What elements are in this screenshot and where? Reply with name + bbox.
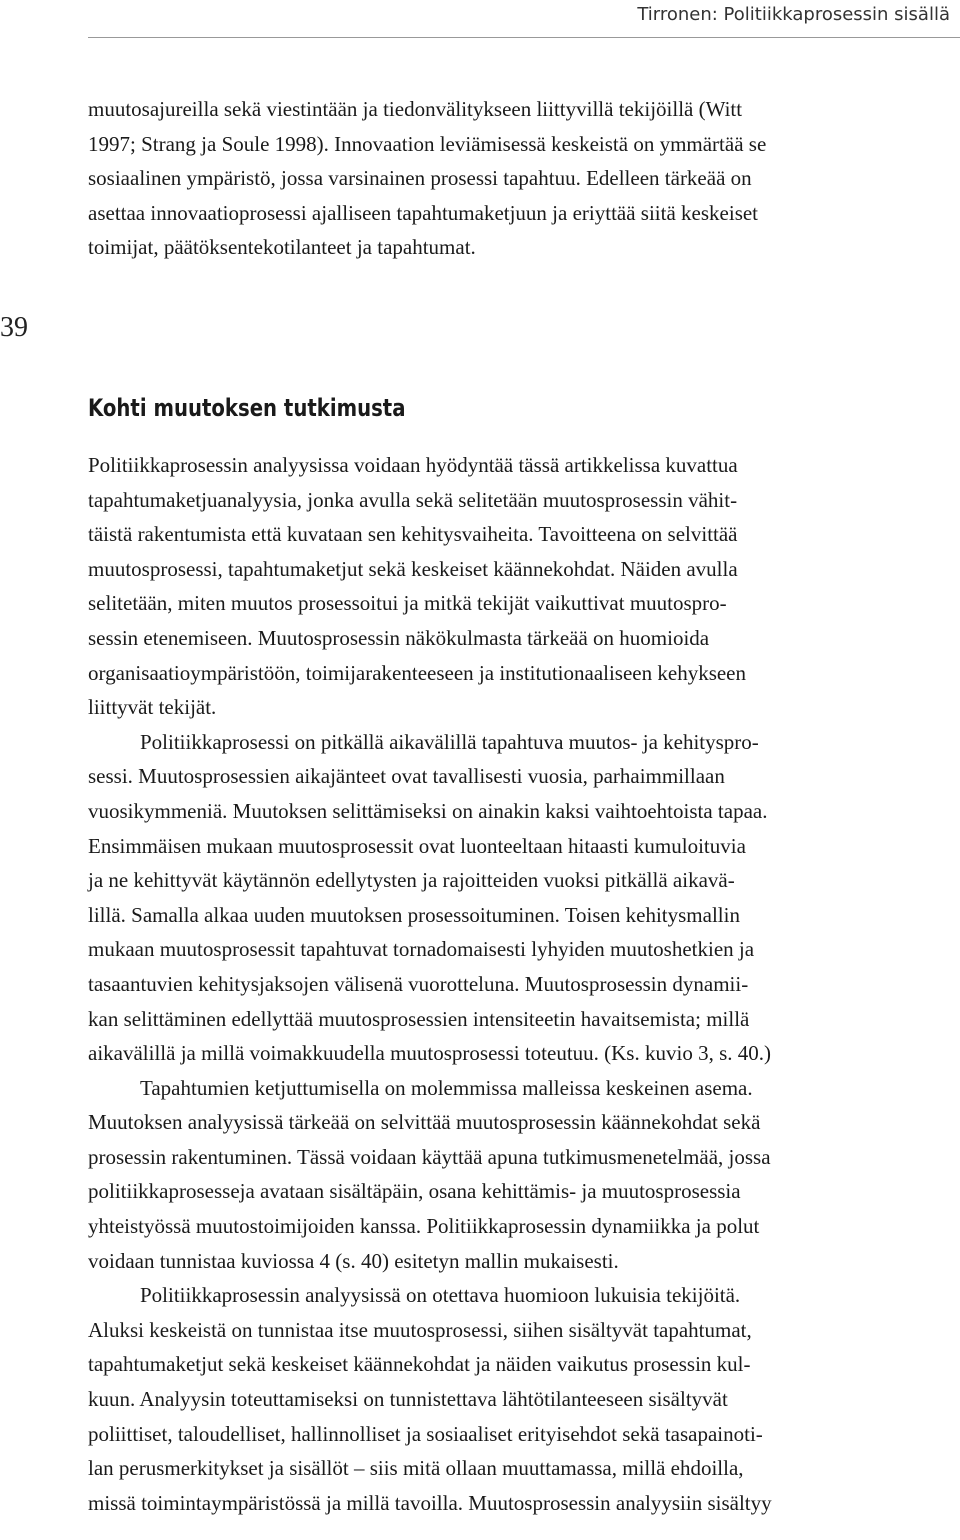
text-line: voidaan tunnistaa kuviossa 4 (s. 40) esitetyn mallin mukaisesti.	[88, 1248, 619, 1273]
text-line: selitetään, miten muutos prosessoitui ja mitkä tekijät vaikuttivat muutospro-	[88, 591, 727, 616]
text-line: Tapahtumien ketjuttumisella on molemmissa malleissa keskeinen asema.	[140, 1075, 753, 1100]
intro-text	[88, 92, 958, 265]
paragraph-3	[88, 1071, 958, 1279]
text-line: 1997; Strang ja Soule 1998). Innovaation leviämisessä keskeistä on ymmärtää se	[88, 131, 767, 156]
text-line: toimijat, päätöksentekotilanteet ja tapahtumat.	[88, 235, 476, 260]
text-line: Politiikkaprosessin analyysissä on otettava huomioon lukuisia tekijöitä.	[140, 1283, 741, 1308]
text-line: tapahtumaketjuanalyysia, jonka avulla sekä selitetään muutosprosessin vähit-	[88, 487, 738, 512]
text-line: lillä. Samalla alkaa uuden muutoksen prosessoituminen. Toisen kehitysmallin	[88, 902, 740, 927]
section-body	[88, 448, 958, 1520]
text-line: liittyvät tekijät.	[88, 695, 217, 720]
text-line: asettaa innovaatioprosessi ajalliseen tapahtumaketjuun ja eriyttää siitä keskeiset	[88, 200, 759, 225]
text-line: poliittiset, taloudelliset, hallinnolliset ja sosiaaliset erityisehdot sekä tasapainoti-	[88, 1421, 763, 1446]
text-line: mukaan muutosprosessit tapahtuvat tornadomaisesti lyhyiden muutoshetkien ja	[88, 937, 755, 962]
text-line: tapahtumaketjut sekä keskeiset käännekohdat ja näiden vaikutus prosessin kul-	[88, 1352, 751, 1377]
text-line: tasaantuvien kehitysjaksojen välisenä vuorotteluna. Muutosprosessin dynamii-	[88, 971, 749, 996]
text-line: Ensimmäisen mukaan muutosprosessit ovat luonteeltaan hitaasti kumuloituvia	[88, 833, 746, 858]
text-line: prosessin rakentuminen. Tässä voidaan käyttää apuna tutkimusmenetelmää, jossa	[88, 1144, 771, 1169]
text-line: missä toimintaympäristössä ja millä tavoilla. Muutosprosessin analyysiin sisältyy	[88, 1490, 772, 1515]
text-line: lan perusmerkitykset ja sisällöt – siis mitä ollaan muuttamassa, millä ehdoilla,	[88, 1456, 744, 1481]
text-line: kuun. Analyysin toteuttamiseksi on tunnistettava lähtötilanteeseen sisältyvät	[88, 1387, 728, 1412]
text-line: muutosprosessi, tapahtumaketjut sekä keskeiset käännekohdat. Näiden avulla	[88, 556, 738, 581]
text-line: sessin etenemiseen. Muutosprosessin näkökulmasta tärkeää on huomioida	[88, 625, 710, 650]
text-line: politiikkaprosesseja avataan sisältäpäin, osana kehittämis- ja muutosprosessia	[88, 1179, 741, 1204]
text-line: muutosajureilla sekä viestintään ja tiedonvälitykseen liittyvillä tekijöillä (Witt	[88, 97, 743, 121]
paragraph-4	[88, 1278, 958, 1520]
text-line: sessi. Muutosprosessien aikajänteet ovat tavallisesti vuosia, parhaimmillaan	[88, 764, 725, 789]
text-line: vuosikymmeniä. Muutoksen selittämiseksi on ainakin kaksi vaihtoehtoista tapaa.	[88, 798, 768, 823]
paragraph-2	[88, 725, 958, 1071]
page-number: 39	[0, 312, 28, 343]
text-line: sosiaalinen ympäristö, jossa varsinainen prosessi tapahtuu. Edelleen tärkeää on	[88, 166, 752, 191]
running-header-title: Tirronen: Politiikkaprosessin sisällä	[637, 4, 950, 25]
intro-paragraph	[88, 92, 958, 265]
text-line: Aluksi keskeistä on tunnistaa itse muutosprosessi, siihen sisältyvät tapahtumat,	[88, 1317, 752, 1342]
text-line: aikavälillä ja millä voimakkuudella muutosprosessi toteutuu. (Ks. kuvio 3, s. 40.)	[88, 1041, 771, 1066]
text-line: täistä rakentumista että kuvataan sen kehitysvaiheita. Tavoitteena on selvittää	[88, 522, 738, 547]
text-line: organisaatioympäristöön, toimijarakenteeseen ja institutionaaliseen kehykseen	[88, 660, 747, 685]
text-line: Muutoksen analyysissä tärkeää on selvittää muutosprosessin käännekohdat sekä	[88, 1110, 761, 1135]
text-line: ja ne kehittyvät käytännön edellytysten ja rajoitteiden vuoksi pitkällä aikavä-	[88, 868, 735, 893]
text-line: yhteistyössä muutostoimijoiden kanssa. Politiikkaprosessin dynamiikka ja polut	[88, 1214, 760, 1239]
text-line: Politiikkaprosessi on pitkällä aikavälillä tapahtuva muutos- ja kehityspro-	[140, 729, 759, 754]
header-divider	[88, 37, 960, 38]
section-heading: Kohti muutoksen tutkimusta	[88, 394, 406, 422]
paragraph-1	[88, 448, 958, 725]
text-line: kan selittäminen edellyttää muutosprosessien intensiteetin havaitsemista; millä	[88, 1006, 750, 1031]
text-line: Politiikkaprosessin analyysissa voidaan hyödyntää tässä artikkelissa kuvattua	[88, 453, 738, 477]
